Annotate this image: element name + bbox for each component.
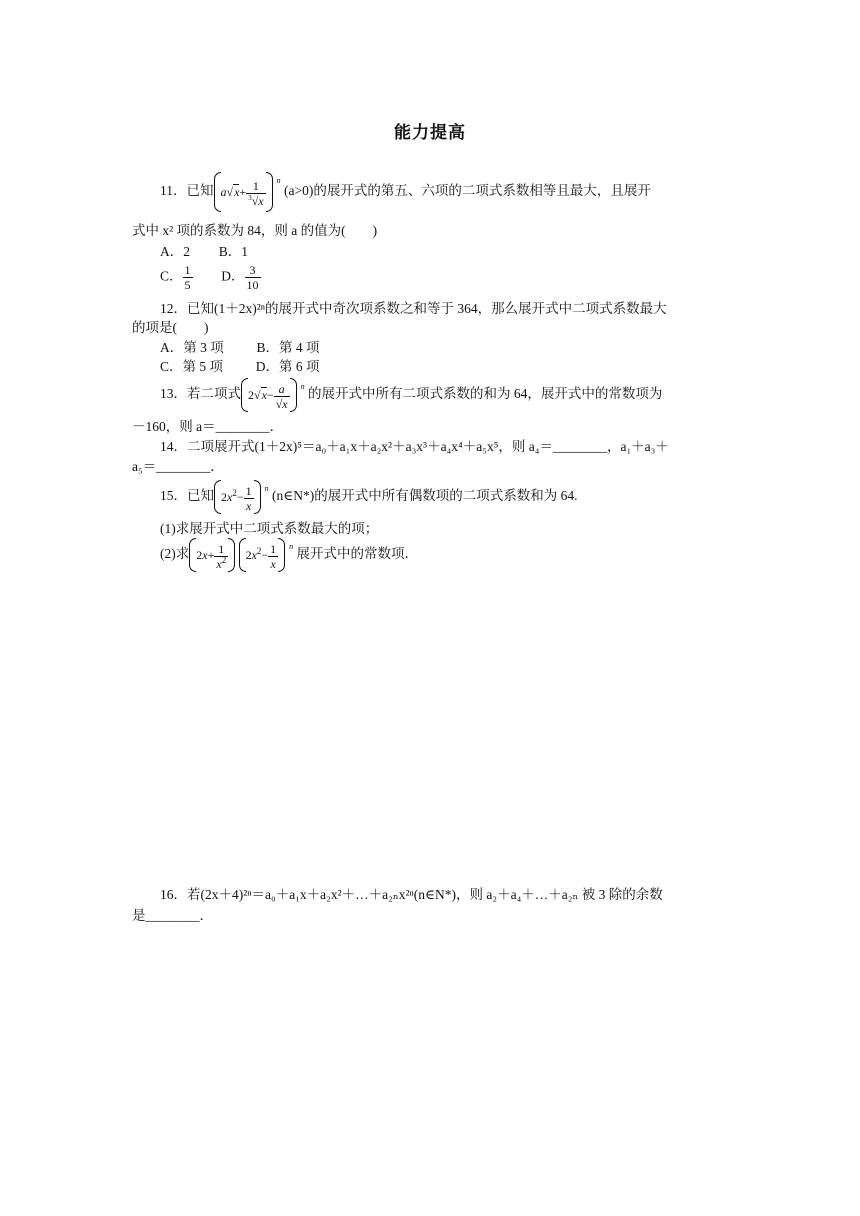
q11-option-c: C． <box>160 268 183 284</box>
q16-line2: 是________． <box>132 908 213 923</box>
q12-line2: 的项是( ) <box>132 320 209 335</box>
q15-sub2-prefix: (2)求 <box>160 546 190 562</box>
q11-option-d-fraction: $\frac{3}{10}$ <box>246 263 259 292</box>
q11-line2: 式中 x² 项的系数为 84，则 a 的值为( ) <box>132 223 378 238</box>
q13-rest: 的展开式中所有二项式系数的和为 64，展开式中的常数项为 <box>308 386 663 402</box>
q12-option-b: B．第 4 项 <box>256 340 320 355</box>
q15-number: 15．已知 <box>160 488 214 504</box>
q15-sub2-suffix: 展开式中的常数项． <box>296 546 419 562</box>
q11-expression: a√x+ $\frac{1}{^3√x}$ <box>214 172 273 212</box>
q11-option-d: D． <box>221 268 245 284</box>
q11-line1: 11．已知 a√x+ $\frac{1}{^3√x}$ $^n$ (a>0)的展开式的第五、六项的二项式系数相等且最大，且展开 <box>160 172 760 212</box>
q12-option-a: A．第 3 项 <box>160 340 224 355</box>
q11-number: 11．已知 <box>160 183 214 199</box>
q14-line2: a₅＝________． <box>132 459 224 474</box>
q15-sub2: (2)求 2x+ $\frac{1}{x^2}$ $2x^2-$ $\frac{1}{x}$ $^n$ 展开式中的常数项． <box>160 538 760 572</box>
q15-line1: 15．已知 $2x^2-$ $\frac{1}{x}$ $^n$ (n∈N*)的展开式中所有偶数项的二项式系数和为 64. <box>160 480 760 514</box>
q12-option-c: C．第 5 项 <box>160 359 224 374</box>
section-title: 能力提高 <box>394 123 466 143</box>
q11-option-c-fraction: $\frac{1}{5}$ <box>184 263 191 292</box>
q11-condition: (a>0)的展开式的第五、六项的二项式系数相等且最大，且展开 <box>284 183 651 199</box>
q15-sub1: (1)求展开式中二项式系数最大的项； <box>160 521 379 536</box>
q13-line2: －160，则 a＝________． <box>132 419 284 434</box>
q11-option-b: B．1 <box>218 244 249 259</box>
q13-line1: 13．若二项式 2√x− $\frac{a}{√x}$ $^n$ 的展开式中所有二项式系数的和为 64，展开式中的常数项为 <box>160 378 760 412</box>
q12-option-d: D．第 6 项 <box>255 359 320 374</box>
q13-number: 13．若二项式 <box>160 386 241 402</box>
q11-options-ab <box>160 243 760 261</box>
q14-line1: 14．二项展开式(1＋2x)⁵＝a₀＋a₁x＋a₂x²＋a₃x³＋a₄x⁴＋a₅x⁵，则 a₄＝________，a₁＋a₃＋ <box>160 439 669 454</box>
q13-expression: 2√x− $\frac{a}{√x}$ <box>241 378 297 412</box>
q15-sub2-factor2: $2x^2-$ $\frac{1}{x}$ <box>239 538 286 572</box>
q15-rest: (n∈N*)的展开式中所有偶数项的二项式系数和为 64. <box>271 488 578 504</box>
q11-options-cd <box>160 263 760 292</box>
q12-line1: 12．已知(1＋2x)²ⁿ的展开式中奇次项系数之和等于 364，那么展开式中二项式系数最大 <box>160 301 667 316</box>
q11-option-a: A．2 <box>160 244 190 259</box>
q12-options-cd <box>160 358 760 376</box>
q12-options-ab <box>160 339 760 357</box>
q15-sub2-factor1: 2x+ $\frac{1}{x^2}$ <box>189 538 235 572</box>
q16-line1: 16．若(2x＋4)²ⁿ＝a₀＋a₁x＋a₂x²＋…＋a₂ₙx²ⁿ(n∈N*)，则 a₂＋a₄＋…＋a₂ₙ 被 3 除的余数 <box>160 887 663 902</box>
q15-expression: $2x^2-$ $\frac{1}{x}$ <box>214 480 261 514</box>
